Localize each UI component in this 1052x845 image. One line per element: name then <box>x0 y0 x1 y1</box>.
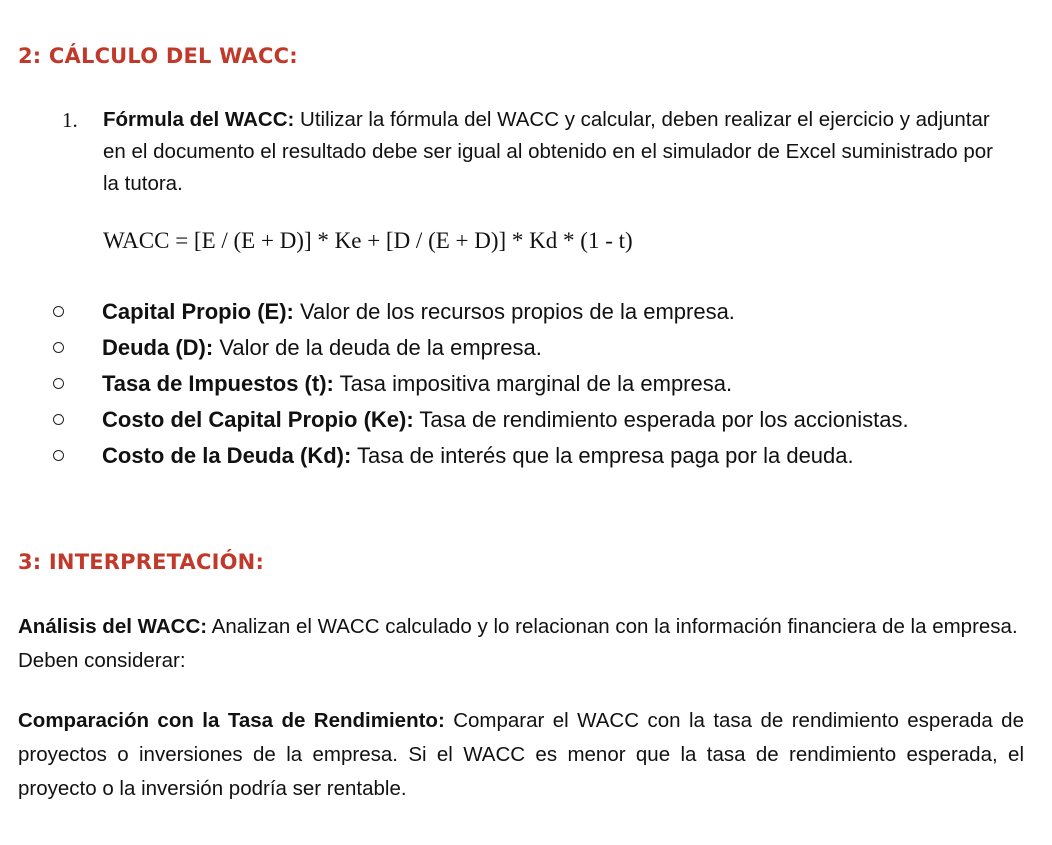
bullet-circle-icon <box>53 414 64 425</box>
list-item <box>52 294 1032 330</box>
list-item <box>52 402 1032 438</box>
list-item <box>52 438 1032 474</box>
variables-list <box>52 294 1032 474</box>
wacc-formula-item <box>62 104 1012 200</box>
item-bold-label: Fórmula del WACC: <box>103 108 295 131</box>
analysis-bold-label: Análisis del WACC: <box>18 615 208 638</box>
bullet-circle-icon <box>53 306 64 317</box>
list-item <box>52 366 1032 402</box>
bullet-definition: Valor de los recursos propios de la empresa. <box>293 299 735 324</box>
analysis-text: Analizan el WACC calculado y lo relacionan con la información financiera de la empresa. Deben considerar: <box>18 615 1018 672</box>
bullet-definition: Tasa impositiva marginal de la empresa. <box>333 371 733 396</box>
comparison-paragraph <box>18 704 1024 806</box>
bullet-circle-icon <box>53 378 64 389</box>
bullet-term: Costo del Capital Propio (Ke): <box>102 407 414 432</box>
bullet-term: Tasa de Impuestos (t): <box>102 371 334 396</box>
item-body <box>103 104 1012 200</box>
item-number: 1. <box>62 108 78 132</box>
section-3-heading: 3: INTERPRETACIÓN: <box>18 550 265 574</box>
bullet-term: Deuda (D): <box>102 335 214 360</box>
bullet-circle-icon <box>53 342 64 353</box>
bullet-definition: Valor de la deuda de la empresa. <box>213 335 542 360</box>
comparison-bold-label: Comparación con la Tasa de Rendimiento: <box>18 709 445 732</box>
analysis-paragraph <box>18 610 1024 678</box>
section-2-heading: 2: CÁLCULO DEL WACC: <box>18 44 298 68</box>
comparison-text: Comparar el WACC con la tasa de rendimiento esperada de proyectos o inversiones de la empresa. Si el WACC es menor que la tasa de rendimiento esperada, el proyecto o la inversión podría ser rentable. <box>18 709 1024 800</box>
list-item <box>52 330 1032 366</box>
bullet-term: Costo de la Deuda (Kd): <box>102 443 352 468</box>
bullet-term: Capital Propio (E): <box>102 299 294 324</box>
item-text: Utilizar la fórmula del WACC y calcular, deben realizar el ejercicio y adjuntar en el documento el resultado debe ser igual al obtenido en el simulador de Excel suministrado por la tutora. <box>103 108 994 195</box>
bullet-definition: Tasa de rendimiento esperada por los accionistas. <box>413 407 909 432</box>
bullet-definition: Tasa de interés que la empresa paga por la deuda. <box>351 443 854 468</box>
bullet-circle-icon <box>53 450 64 461</box>
wacc-formula: WACC = [E / (E + D)] * Ke + [D / (E + D)] * Kd * (1 - t) <box>103 228 633 253</box>
